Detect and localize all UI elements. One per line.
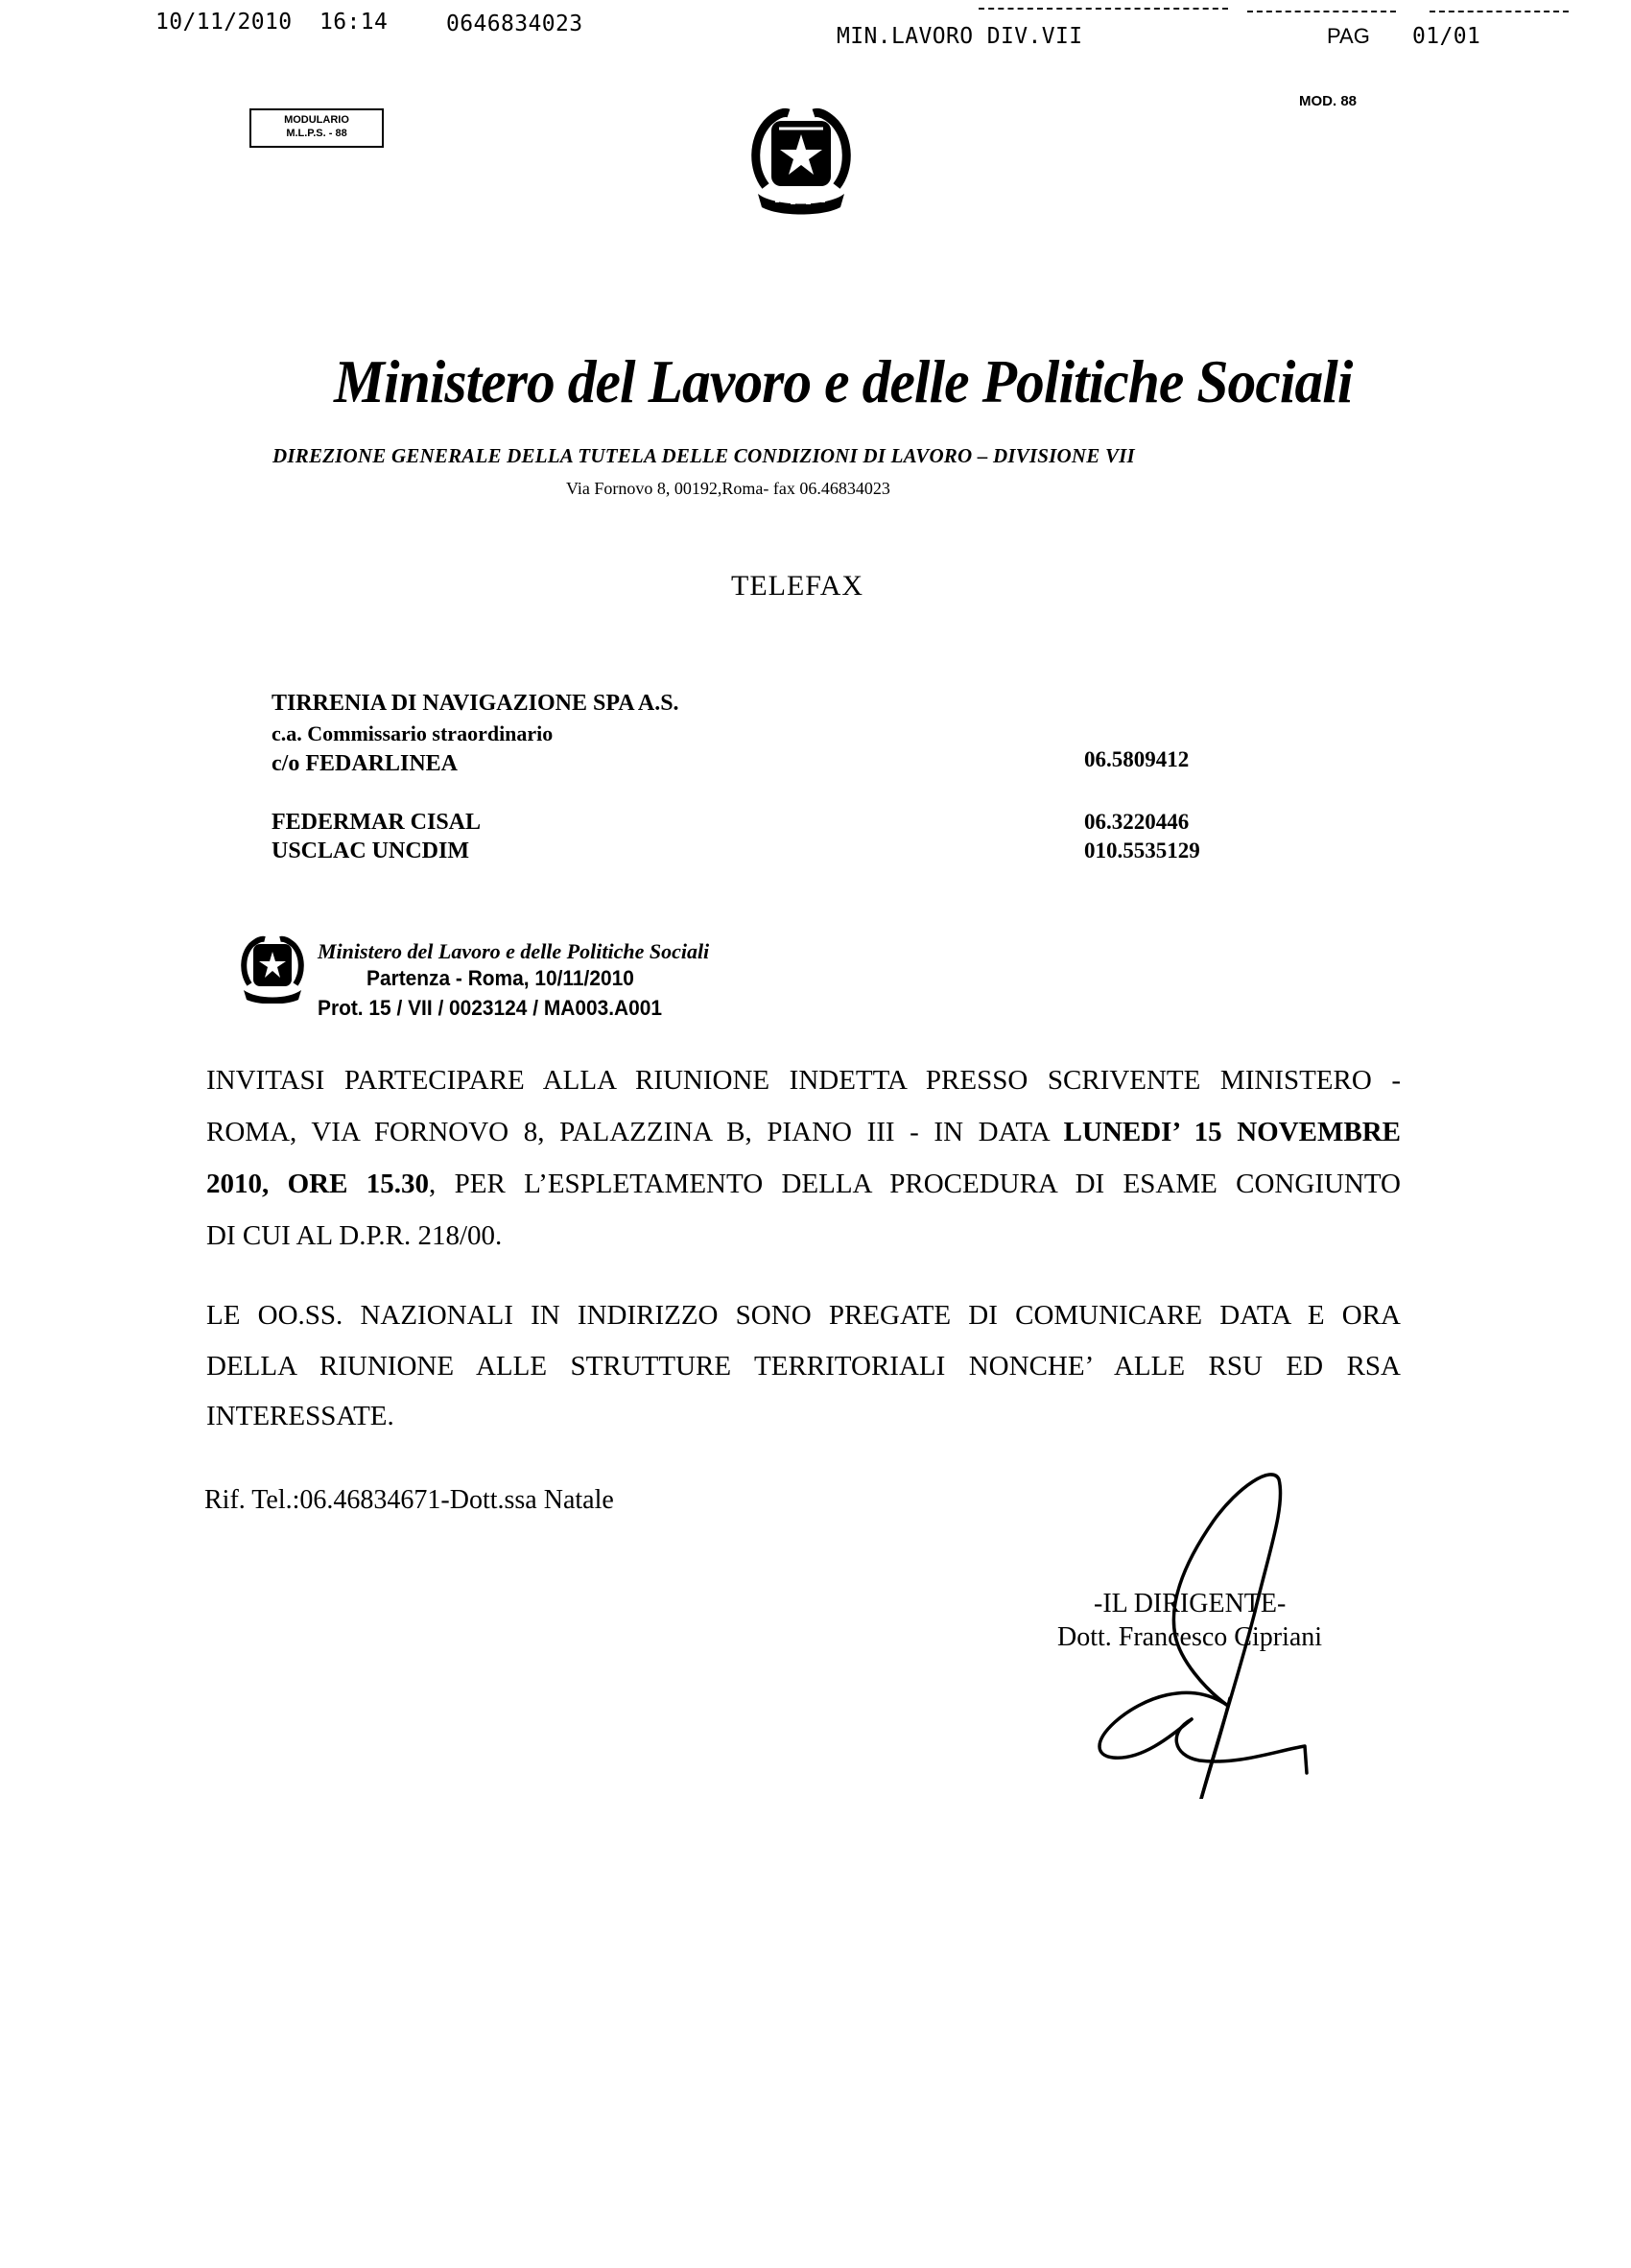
recipient-fax-number: 010.5535129 [1084,839,1200,862]
text-segment: INVITASI PARTECIPARE ALLA RIUNIONE INDETTA PRESSO SCRIVENTE MINISTERO - [206,1065,1401,1096]
form-code: MOD. 88 [1299,93,1358,109]
recipient-fax-number: 06.3220446 [1084,810,1190,834]
text-segment: , PER L’ESPLETAMENTO DELLA PROCEDURA DI ESAME CONGIUNTO [429,1169,1401,1199]
handwritten-signature [1046,1468,1334,1799]
fax-header-rule [979,8,1228,10]
recipient-name: FEDERMAR CISAL [272,810,482,835]
recipient-name: TIRRENIA DI NAVIGAZIONE SPA A.S. [272,691,679,716]
fax-sender-name: MIN.LAVORO DIV.VII [837,24,1083,49]
text-segment: LE OO.SS. NAZIONALI IN INDIRIZZO SONO PREGATE DI COMUNICARE DATA E ORA [206,1300,1401,1331]
fax-header-rule [1247,11,1396,12]
stamp-ministry: Ministero del Lavoro e delle Politiche Sociali [318,939,710,963]
recipient-fax-number: 06.5809412 [1084,747,1190,771]
recipient-name: USCLAC UNCDIM [272,839,470,863]
fax-date: 10/11/2010 [155,10,293,35]
stamp-departure: Partenza - Roma, 10/11/2010 [366,966,634,990]
emblem-of-italy-icon [746,102,856,217]
bold-text-segment: 2010, ORE 15.30 [206,1169,430,1199]
form-stamp-box [249,108,384,148]
fax-page-label: PAG [1327,24,1370,48]
emblem-of-italy-icon [238,933,307,1004]
document-type: TELEFAX [731,570,864,602]
text-segment: INTERESSATE. [206,1401,394,1431]
text-segment: DELLA RIUNIONE ALLE STRUTTURE TERRITORIALI NONCHE’ ALLE RSU ED RSA [206,1351,1401,1382]
stamp-protocol-number: Prot. 15 / VII / 0023124 / MA003.A001 [318,996,662,1020]
bold-text-segment: LUNEDI’ 15 NOVEMBRE [1063,1117,1401,1147]
fax-time: 16:14 [319,10,389,35]
paragraph-line [206,1067,1401,1095]
recipient-care-of: c/o FEDARLINEA [272,751,459,776]
paragraph-line [206,1222,1401,1250]
form-stamp-line1: MODULARIO [284,114,349,126]
paragraph-line [206,1403,1401,1430]
text-segment: ROMA, VIA FORNOVO 8, PALAZZINA B, PIANO III - IN DATA [206,1117,1064,1147]
ministry-title: Ministero del Lavoro e delle Politiche Sociali [334,347,1353,415]
recipient-attention: c.a. Commissario straordinario [272,721,554,745]
ministry-address: Via Fornovo 8, 00192,Roma- fax 06.46834023 [566,479,890,498]
reference-contact: Rif. Tel.:06.46834671-Dott.ssa Natale [204,1485,614,1515]
fax-header-rule [1430,11,1569,12]
paragraph-line [206,1170,1401,1198]
text-segment: DI CUI AL D.P.R. 218/00. [206,1220,503,1251]
signatory-name: Dott. Francesco Cipriani [1057,1622,1323,1652]
fax-sender-number: 0646834023 [446,12,583,36]
signatory-title: -IL DIRIGENTE- [1094,1589,1287,1618]
directorate-subtitle: DIREZIONE GENERALE DELLA TUTELA DELLE CONDIZIONI DI LAVORO – DIVISIONE VII [272,444,1135,467]
fax-page-count: 01/01 [1412,24,1481,49]
paragraph-line [206,1119,1401,1146]
paragraph-line [206,1353,1401,1381]
paragraph-line [206,1302,1401,1330]
form-stamp-line2: M.L.P.S. - 88 [286,128,347,139]
